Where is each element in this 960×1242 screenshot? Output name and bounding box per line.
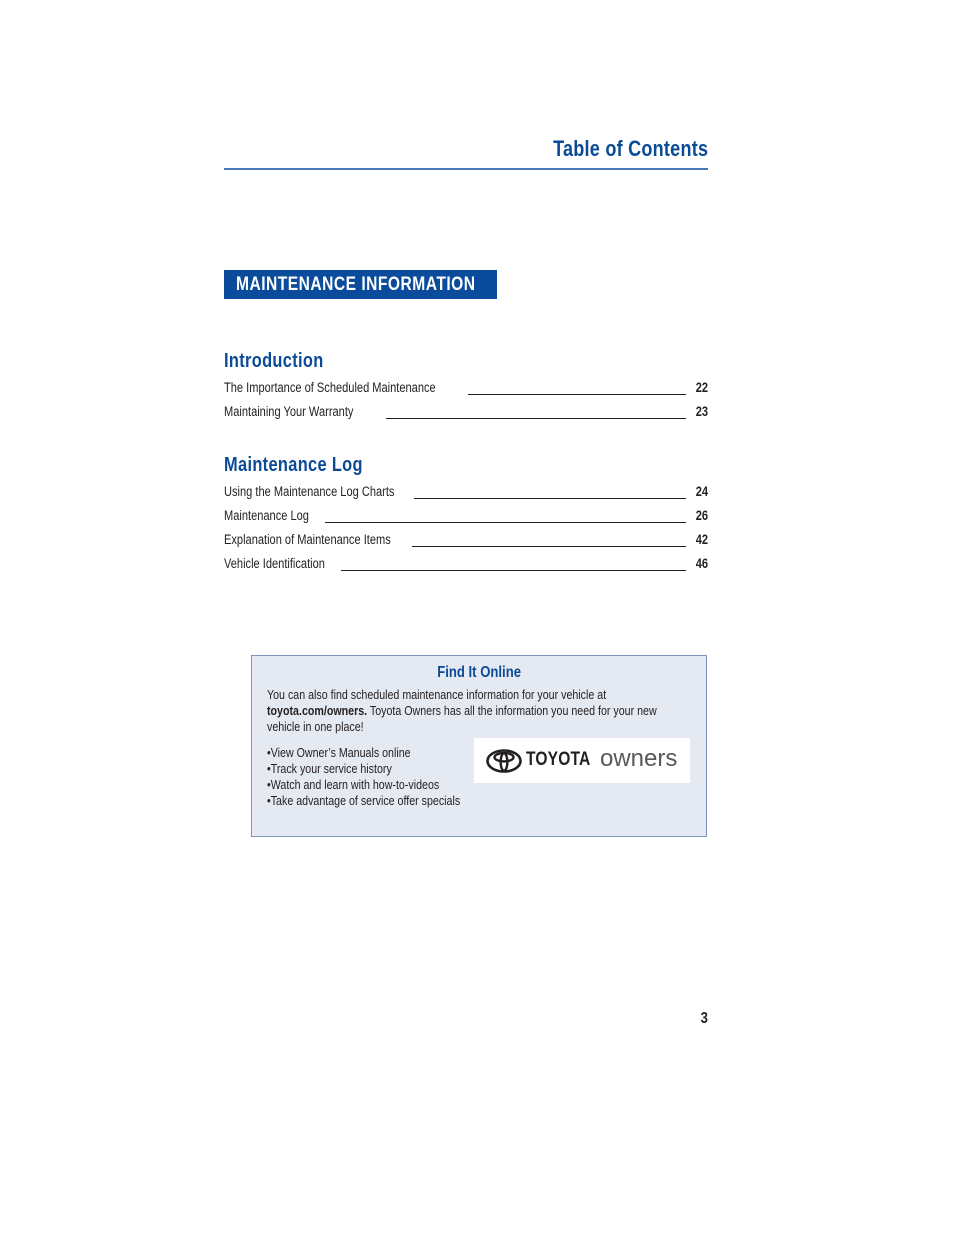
toc-entry-label: Explanation of Maintenance Items: [224, 532, 391, 547]
toc-entry[interactable]: [224, 404, 708, 422]
toc-entry-page: 46: [695, 556, 708, 571]
toc-entry-label: Vehicle Identification: [224, 556, 325, 571]
toc-leader: [325, 522, 686, 523]
toc-entry-page: 26: [695, 508, 708, 523]
logo-owners-text: owners: [600, 745, 678, 772]
logo-brand-text: TOYOTA: [526, 749, 591, 770]
list-item: •Take advantage of service offer specials: [267, 793, 461, 808]
toc-entry[interactable]: [224, 508, 708, 526]
toyota-emblem-icon: [486, 749, 522, 773]
page-title: Table of Contents: [552, 136, 708, 161]
toc-entry-label: Maintenance Log: [224, 508, 309, 523]
toc-entry-page: 42: [695, 532, 708, 547]
toc-leader: [412, 546, 686, 547]
section-banner: [224, 270, 497, 299]
list-item: •Watch and learn with how-to-videos: [267, 777, 440, 792]
toc-entry-page: 24: [695, 484, 708, 499]
feature-list: [267, 745, 503, 809]
section-banner-label: MAINTENANCE INFORMATION: [236, 274, 476, 295]
toc-entry-page: 22: [695, 380, 708, 395]
toc-leader: [468, 394, 686, 395]
toc-leader: [341, 570, 686, 571]
list-item: •View Owner’s Manuals online: [267, 745, 411, 760]
page-number: 3: [700, 1010, 708, 1027]
toyota-owners-link[interactable]: toyota.com/owners.: [267, 703, 368, 718]
toc-entry-page: 23: [695, 404, 708, 419]
toc-entry[interactable]: [224, 380, 708, 398]
toc-leader: [414, 498, 686, 499]
page-header: [224, 132, 708, 170]
toc-entry[interactable]: [224, 556, 708, 574]
toc-heading-introduction: Introduction: [224, 350, 324, 372]
toc-entry[interactable]: [224, 484, 708, 502]
toc-entry-label: Maintaining Your Warranty: [224, 404, 354, 419]
toyota-owners-logo: [474, 738, 690, 783]
header-rule: [224, 168, 708, 170]
toc-leader: [386, 418, 686, 419]
find-it-online-title: Find It Online: [437, 664, 521, 681]
toc-entry-label: Using the Maintenance Log Charts: [224, 484, 395, 499]
list-item: •Track your service history: [267, 761, 392, 776]
toc-entry-label: The Importance of Scheduled Maintenance: [224, 380, 436, 395]
find-it-online-text: You can also find scheduled maintenance information for your vehicle at toyota.com/owners. Toyota Owners has all the information you need for your new vehicle in one place!: [267, 687, 657, 734]
toc-entry[interactable]: [224, 532, 708, 550]
toc-heading-maintenance-log: Maintenance Log: [224, 454, 363, 476]
find-it-online-panel: [251, 655, 707, 837]
